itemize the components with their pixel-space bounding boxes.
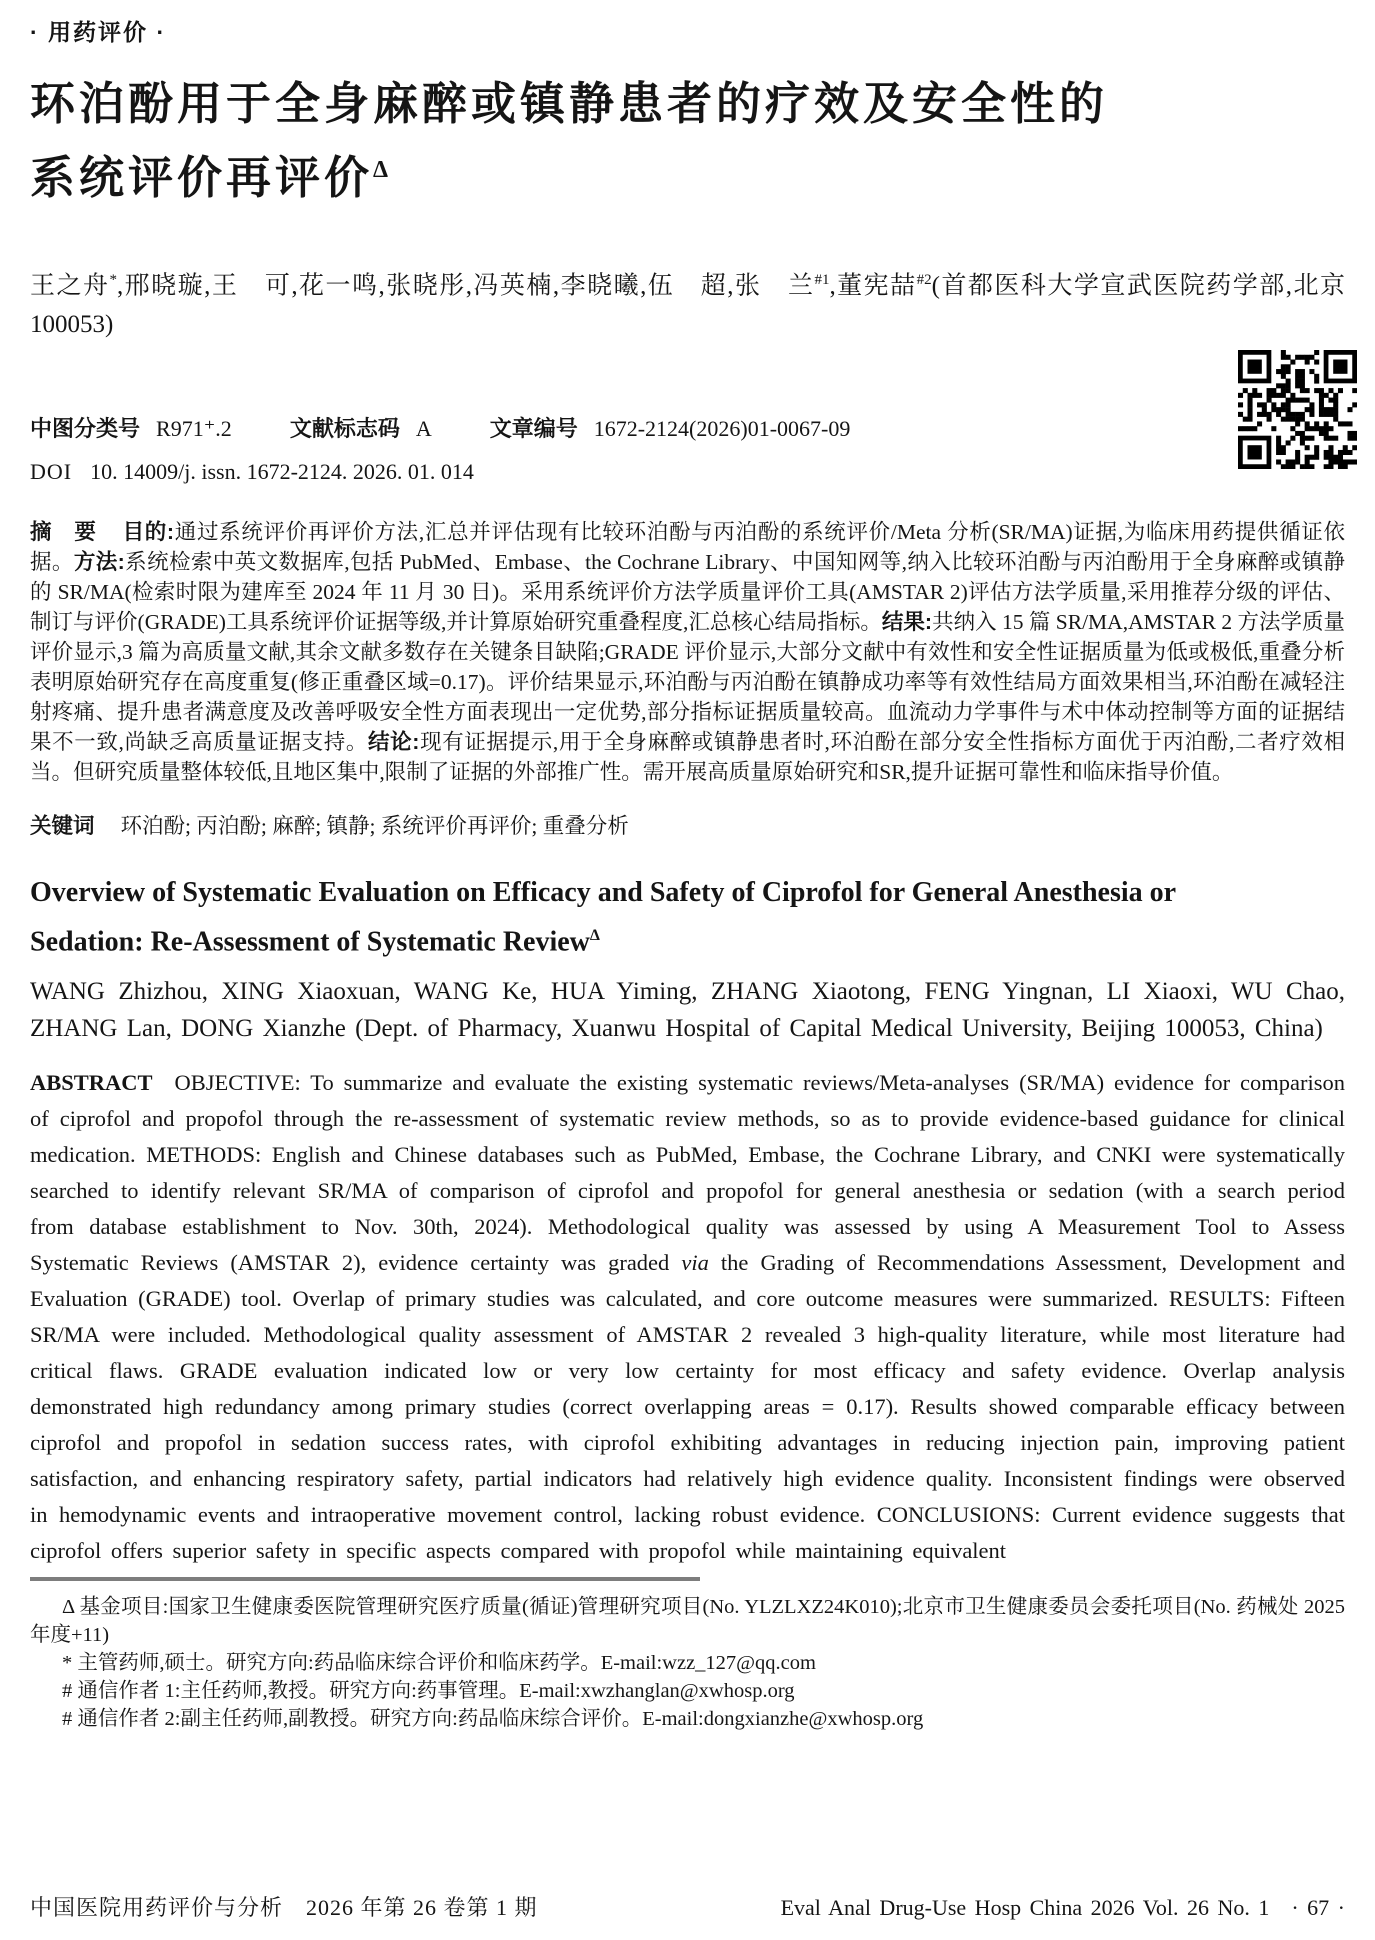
footer-journal-cn: 中国医院用药评价与分析 2026 年第 26 卷第 1 期 bbox=[30, 1895, 538, 1920]
methods-text-cn: 系统检索中英文数据库,包括 PubMed、Embase、the Cochrane Library、中国知网等,纳入比较环泊酚与丙泊酚用于全身麻醉或镇静的 SR/MA(检索时限为建库至 2024 年 11 月 30 日)。采用系统评价方法学质量评价工具(AMSTAR 2)评估方法学质量,采用推荐分级的评估、制订与评价(GRADE)工具系统评价证据等级,并计算原始研究重叠程度,汇总核心结局指标。 bbox=[30, 550, 1345, 635]
abstract-en-label: ABSTRACT bbox=[30, 1069, 153, 1095]
article-id-label: 文章编号 bbox=[489, 416, 578, 442]
authors-en: WANG Zhizhou, XING Xiaoxuan, WANG Ke, HUA Yiming, ZHANG Xiaotong, FENG Yingnan, LI Xiaoxi, WU Chao, ZHANG Lan, DONG Xianzhe (Dept. of Pharmacy, Xuanwu Hospital of Capital Medical University, Beijing 100053, China) bbox=[30, 977, 1345, 1042]
title-en-line2 bbox=[30, 914, 1345, 963]
conclusion-label-cn: 结论: bbox=[368, 730, 420, 755]
footnote-first-author: * 主管药师,硕士。研究方向:药品临床综合评价和临床药学。E-mail:wzz_127@qq.com bbox=[62, 1651, 816, 1674]
footer-journal-en-page: Eval Anal Drug-Use Hosp China 2026 Vol. 26 No. 1 · 67 · bbox=[780, 1895, 1345, 1920]
qr-code-image bbox=[1238, 350, 1357, 469]
objective-label-cn: 目的: bbox=[122, 520, 175, 545]
article-meta bbox=[30, 414, 1345, 487]
conclusion-text-cn: 现有证据提示,用于全身麻醉或镇静患者时,环泊酚在部分安全性指标方面优于丙泊酚,二者疗效相当。但研究质量整体较低,且地区集中,限制了证据的外部推广性。需开展高质量原始研究和SR,提升证据可靠性和临床指导价值。 bbox=[30, 730, 1345, 785]
objective-text-cn: 通过系统评价再评价方法,汇总并评估现有比较环泊酚与丙泊酚的系统评价/Meta 分析(SR/MA)证据,为临床用药提供循证依据。 bbox=[30, 520, 1345, 575]
keywords-label: 关键词 bbox=[30, 814, 95, 839]
abstract-en-text-1: OBJECTIVE: To summarize and evaluate the existing systematic reviews/Meta-analyses (SR/MA) evidence for comparison of ciprofol and propofol through the re-assessment of systematic review methods, so as to provide evidence-based guidance for clinical medication. METHODS: English and Chinese databases such as PubMed, Embase, the Cochrane Library, and CNKI were systematically searched to identify relevant SR/MA of comparison of ciprofol and propofol for general anesthesia or sedation (with a search period from database establishment to Nov. 30th, 2024). Methodological quality was assessed by using A Measurement Tool to Assess Systematic Reviews (AMSTAR 2), evidence certainty was graded bbox=[30, 1069, 1345, 1275]
results-label-cn: 结果: bbox=[881, 610, 933, 635]
meta-row-doi bbox=[30, 457, 1345, 487]
footnote-corresponding-author-2: # 通信作者 2:副主任药师,副教授。研究方向:药品临床综合评价。E-mail:dongxianzhe@xwhosp.org bbox=[62, 1707, 924, 1730]
abstract-cn bbox=[30, 517, 1345, 787]
affiliation-cn: (首都医科大学宣武医院药学部,北京 100053) bbox=[30, 272, 1370, 339]
doi-value: 10. 14009/j. issn. 1672-2124. 2026. 01. 014 bbox=[90, 459, 474, 485]
keywords-cn bbox=[30, 811, 1345, 841]
corresponding-author2-mark: #2 bbox=[916, 272, 932, 288]
keywords-text: 环泊酚; 丙泊酚; 麻醉; 镇静; 系统评价再评价; 重叠分析 bbox=[120, 814, 629, 839]
article-id-value: 1672-2124(2026)01-0067-09 bbox=[593, 416, 851, 442]
results-text-cn: 共纳入 15 篇 SR/MA,AMSTAR 2 方法学质量评价显示,3 篇为高质量文献,其余文献多数存在关键条目缺陷;GRADE 评价显示,大部分文献中有效性和安全性证据质量为低或极低,重叠分析表明原始研究存在高度重复(修正重叠区域=0.17)。评价结果显示,环泊酚与丙泊酚在镇静成功率等有效性结局方面效果相当,环泊酚在减轻注射疼痛、提升患者满意度及改善呼吸安全性方面表现出一定优势,部分指标证据质量较高。血流动力学事件与术中体动控制等方面的证据结果不一致,尚缺乏高质量证据支持。 bbox=[30, 610, 1345, 755]
clc-label: 中图分类号 bbox=[30, 416, 141, 442]
corresponding-author1-mark: #1 bbox=[814, 272, 830, 288]
footnote-corresponding-author-1: # 通信作者 1:主任药师,教授。研究方向:药事管理。E-mail:xwzhanglan@xwhosp.org bbox=[62, 1679, 795, 1702]
page-footer bbox=[30, 1891, 1345, 1922]
doc-code-label: 文献标志码 bbox=[289, 416, 400, 442]
abstract-en-italic-via: via bbox=[681, 1249, 709, 1275]
clc-value: R971⁺.2 bbox=[156, 416, 232, 442]
title-en-funding-mark: Δ bbox=[589, 927, 600, 945]
title-cn-line2 bbox=[30, 137, 1345, 211]
doi-label: DOI bbox=[30, 459, 73, 485]
column-label: · 用药评价 · bbox=[30, 19, 167, 45]
footnotes bbox=[30, 1593, 1345, 1733]
footnote-funding: Δ 基金项目:国家卫生健康委医院管理研究医疗质量(循证)管理研究项目(No. YLZLXZ24K010);北京市卫生健康委员会委托项目(No. 药械处 2025 年度+11) bbox=[30, 1595, 1345, 1646]
authors-middle: ,邢晓璇,王 可,花一鸣,张晓彤,冯英楠,李晓曦,伍 超,张 兰 bbox=[116, 272, 815, 300]
title-funding-mark: Δ bbox=[373, 157, 389, 183]
article-title-en bbox=[30, 871, 1345, 963]
title-en-line1: Overview of Systematic Evaluation on Efficacy and Safety of Ciprofol for General Anesthesia or bbox=[30, 877, 1177, 909]
abstract-en-text-2: the Grading of Recommendations Assessment, Development and Evaluation (GRADE) tool. Overlap of primary studies was calculated, and core outcome measures were summarized. RESULTS: Fifteen SR/MA were included. Methodological quality assessment of AMSTAR 2 revealed 3 high-quality literature, while most literature had critical flaws. GRADE evaluation indicated low or very low certainty for most efficacy and safety evidence. Overlap analysis demonstrated high redundancy among primary studies (correct overlapping areas = 0.17). Results showed comparable efficacy between ciprofol and propofol in sedation success rates, with ciprofol exhibiting advantages in reducing injection pain, improving patient satisfaction, and enhancing respiratory safety, partial indicators had relatively high evidence quality. Inconsistent findings were observed in hemodynamic events and intraoperative movement control, lacking robust evidence. CONCLUSIONS: Current evidence suggests that ciprofol offers superior safety in specific aspects compared with propofol while maintaining equivalent bbox=[30, 1249, 1345, 1563]
authors-cn bbox=[30, 261, 1370, 344]
title-cn-line2-text: 系统评价再评价 bbox=[30, 153, 374, 203]
author-last: ,董宪喆 bbox=[829, 272, 917, 300]
abstract-en bbox=[30, 1065, 1345, 1569]
qr-code bbox=[1238, 350, 1357, 469]
footnote-divider bbox=[30, 1577, 700, 1581]
article-title-cn bbox=[30, 71, 1345, 211]
abstract-cn-label: 摘 要 bbox=[30, 520, 97, 545]
author-first: 王之舟 bbox=[30, 272, 110, 300]
author-first-mark: * bbox=[109, 272, 117, 288]
title-en-line2-text: Sedation: Re-Assessment of Systematic Review bbox=[30, 926, 590, 958]
meta-row-1 bbox=[30, 414, 1345, 444]
doc-code-value: A bbox=[415, 416, 432, 442]
title-cn-line1: 环泊酚用于全身麻醉或镇静患者的疗效及安全性的 bbox=[30, 79, 1109, 129]
methods-label-cn: 方法: bbox=[73, 550, 125, 575]
